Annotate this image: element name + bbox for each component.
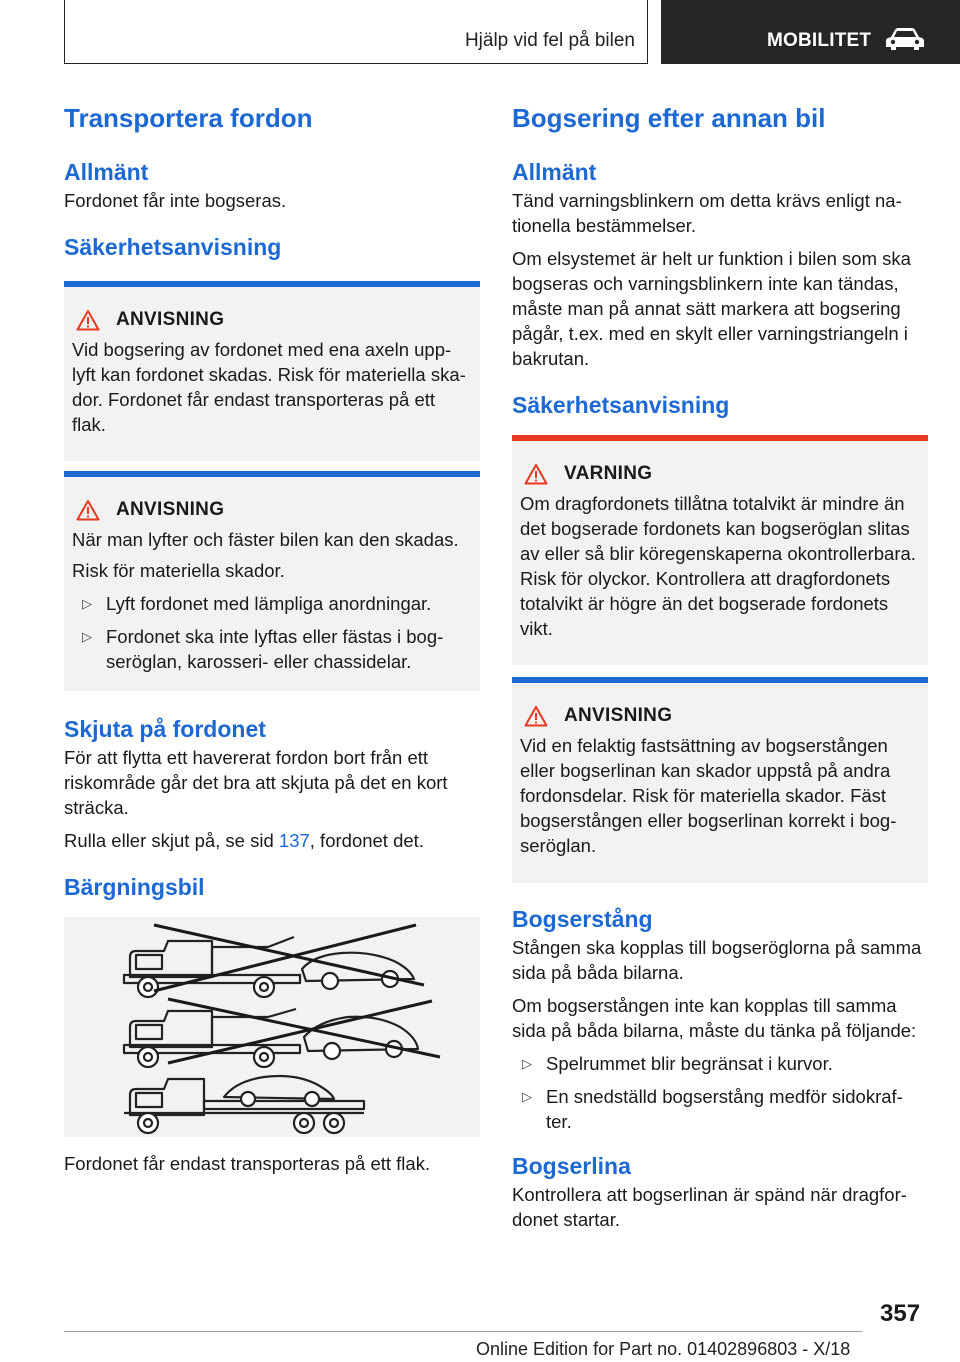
tow-caption: Fordonet får endast transporteras på ett flak. bbox=[64, 1153, 431, 1174]
list-item: ▷ En snedställd bogserstång medför sidokraf-ter. bbox=[512, 1084, 928, 1134]
towing-title: Bogsering efter annan bil bbox=[512, 103, 826, 133]
footer-edition: Online Edition for Part no. 01402896803 - X/18 bbox=[476, 1339, 851, 1359]
notice-title: ANVISNING bbox=[564, 705, 673, 726]
tow-truck-illustration bbox=[64, 917, 480, 1137]
right-general-text-2: Om elsystemet är helt ur funktion i bilen som ska bogseras och varningsblinkern inte kan tändas, måste man på annat sätt markera att bogsering pågår, t.ex. med en skylt eller varningstriangeln i bakrutan. bbox=[512, 248, 911, 369]
right-general-heading: Allmänt bbox=[512, 159, 597, 185]
notice-title: ANVISNING bbox=[116, 309, 225, 330]
notice-box-2 bbox=[64, 471, 480, 691]
tow-truck-heading: Bärgningsbil bbox=[64, 874, 205, 900]
warning-triangle-icon bbox=[76, 309, 100, 331]
header-chapter-box bbox=[661, 0, 960, 64]
notice-text: Risk för materiella skador. bbox=[72, 560, 285, 581]
warning-text: Om dragfordonets tillåtna totalvikt är mindre än det bogserade fordonets kan bogseröglan slitas av eller så blir köregenskaperna okontrollerbara. Risk för olyckor. Kontrollera att dragfordonets totalvikt är högre än det bogserade fordonets vikt. bbox=[520, 493, 916, 639]
left-column bbox=[64, 100, 480, 1176]
left-safety-heading: Säkerhetsanvisning bbox=[64, 234, 282, 260]
tow-bar-text-2: Om bogserstången inte kan kopplas till samma sida på båda bilarna, måste du tänka på följande: bbox=[512, 995, 917, 1041]
footer-divider bbox=[64, 1331, 862, 1332]
transport-title: Transportera fordon bbox=[64, 103, 313, 133]
tow-bar-text-1: Stången ska kopplas till bogseröglorna på samma sida på båda bilarna. bbox=[512, 937, 922, 983]
left-general-text: Fordonet får inte bogseras. bbox=[64, 190, 287, 211]
notice-text: När man lyfter och fäster bilen kan den skadas. bbox=[72, 529, 459, 550]
notice-box-3 bbox=[512, 677, 928, 883]
header-section-title: Hjälp vid fel på bilen bbox=[464, 30, 635, 51]
bullet-triangle-icon: ▷ bbox=[82, 596, 92, 611]
page-number: 357 bbox=[880, 1300, 921, 1327]
notice-title: ANVISNING bbox=[116, 499, 225, 520]
page-link[interactable]: 137 bbox=[278, 830, 310, 851]
list-item: ▷ Fordonet ska inte lyftas eller fästas i bog-seröglan, karosseri- eller chassidelar. bbox=[72, 624, 472, 674]
right-column bbox=[512, 100, 928, 1232]
notice-box-1 bbox=[64, 281, 480, 461]
list-item: ▷ Spelrummet blir begränsat i kurvor. bbox=[512, 1051, 928, 1076]
warning-triangle-icon bbox=[524, 463, 548, 485]
right-general-text-1: Tänd varningsblinkern om detta krävs enligt na-tionella bestämmelser. bbox=[512, 190, 902, 236]
warning-box bbox=[512, 435, 928, 665]
warning-title: VARNING bbox=[564, 463, 653, 484]
push-heading: Skjuta på fordonet bbox=[64, 716, 266, 742]
tow-truck-drawing bbox=[64, 917, 480, 1137]
left-general-heading: Allmänt bbox=[64, 159, 149, 185]
header-section-box bbox=[64, 0, 648, 64]
notice-text: Vid bogsering av fordonet med ena axeln upp-lyft kan fordonet skadas. Risk för materiella ska-dor. Fordonet får endast transporteras på ett flak. bbox=[72, 339, 466, 435]
car-icon bbox=[885, 26, 925, 52]
list-item: ▷ Lyft fordonet med lämpliga anordningar. bbox=[72, 591, 472, 616]
header-chapter-title: MOBILITET bbox=[767, 30, 872, 51]
warning-triangle-icon bbox=[76, 499, 100, 521]
bullet-triangle-icon: ▷ bbox=[522, 1056, 532, 1071]
bullet-triangle-icon: ▷ bbox=[82, 629, 92, 644]
tow-bar-heading: Bogserstång bbox=[512, 906, 653, 932]
push-reference: Rulla eller skjut på, se sid 137, fordonet det. bbox=[64, 830, 424, 851]
right-safety-heading: Säkerhetsanvisning bbox=[512, 392, 730, 418]
push-text: För att flytta ett havererat fordon bort från ett riskområde går det bra att skjuta på det en kort sträcka. bbox=[64, 747, 448, 818]
tow-rope-text: Kontrollera att bogserlinan är spänd när dragfor-donet startar. bbox=[512, 1184, 907, 1230]
notice-text: Vid en felaktig fastsättning av bogserstången eller bogserlinan kan skador uppstå på andra fordonsdelar. Risk för materiella skador. Fäst bogserstången eller bogserlinan korrekt i bog-seröglan. bbox=[520, 735, 897, 856]
tow-rope-heading: Bogserlina bbox=[512, 1153, 631, 1179]
warning-triangle-icon bbox=[524, 705, 548, 727]
bullet-triangle-icon: ▷ bbox=[522, 1089, 532, 1104]
